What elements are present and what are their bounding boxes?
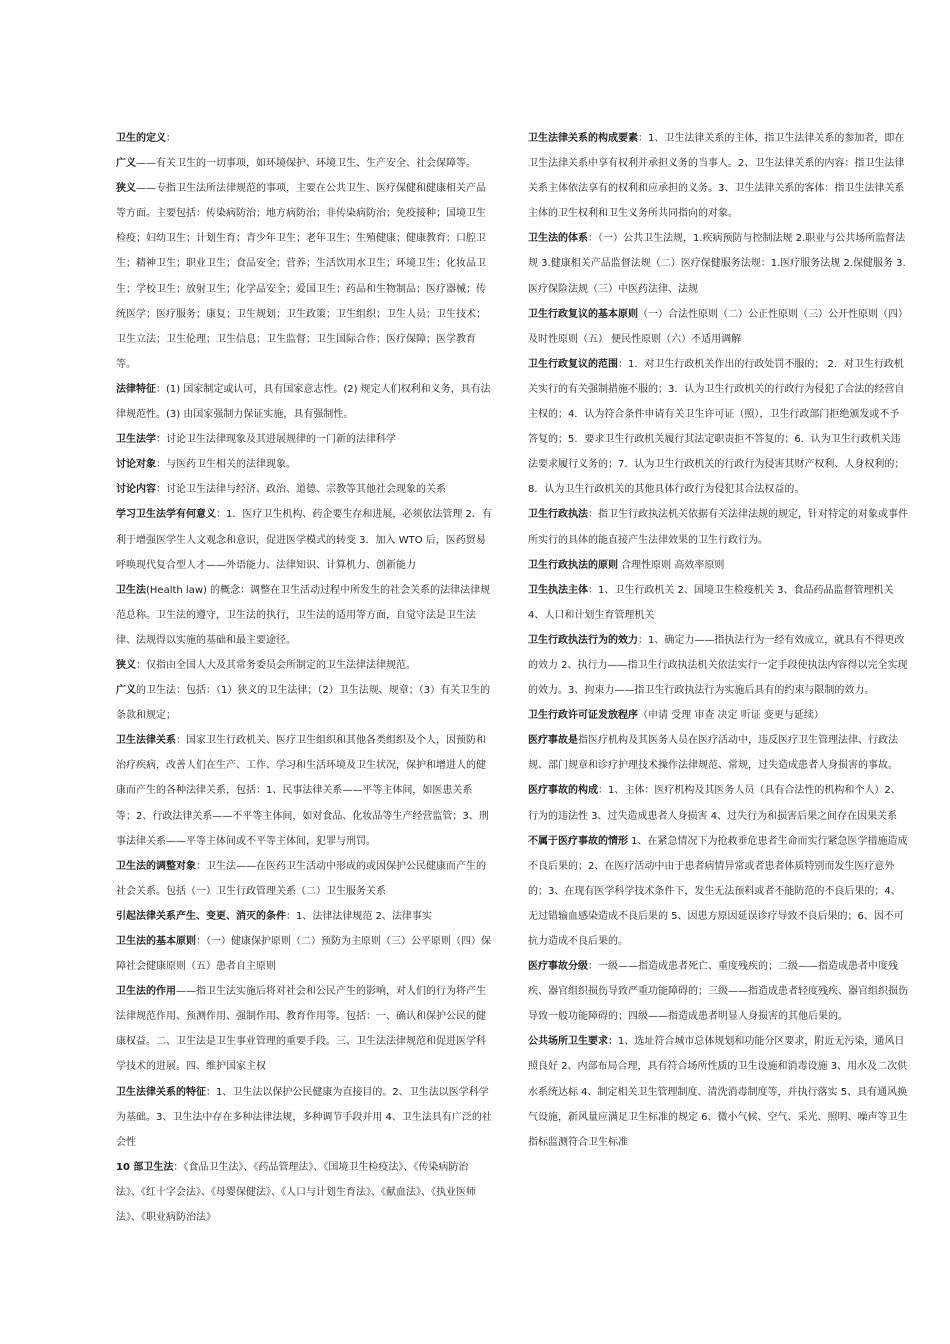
term-label: 不属于医疗事故的情形 [528, 835, 628, 847]
term-label: 医疗事故分级 [528, 961, 588, 973]
term-label: 卫生法律关系的构成要素 [528, 133, 638, 144]
paragraph-text: ：讨论卫生法律现象及其进展规律的一门新的法律科学 [156, 434, 396, 446]
paragraph-text: （申请 受理 审查 决定 听证 变更与延续） [638, 710, 824, 722]
paragraph-law-function [116, 979, 492, 1079]
term-label: 卫生行政复议的范围 [528, 358, 618, 370]
term-label: 卫生法的基本原则 [116, 936, 196, 947]
term-label: 卫生法学 [116, 434, 156, 446]
paragraph-text: ：1、法律法律规范 2、法律事实 [286, 910, 432, 922]
paragraph-text: ：(1) 国家制定或认可，具有国家意志性。(2) 规定人们权利和义务，具有法律规范性。(3) 由国家强制力保证实施，具有强制性。 [116, 383, 491, 421]
right-column [528, 126, 909, 1155]
paragraph-text: 的卫生法：包括：（1）狭义的卫生法律；（2）卫生法规、规章；（3）有关卫生的条款和规定； [116, 685, 491, 722]
paragraph-text: ：1．医疗卫生机构、药企要生存和进展，必须依法管理 2．有利于增强医学生人文观念和意识，促进医学模式的转变 3．加入 WTO 后，医药贸易呼唤现代复合型人才——外语能力、法律知识、计算机力、创新能力 [116, 509, 492, 571]
paragraph-not-accident [528, 829, 909, 954]
paragraph-text: ：1．对卫生行政机关作出的行政处罚不服的； 2．对卫生行政机关实行的有关强制措施不服的；3．认为卫生行政机关的行政行为侵犯了合法的经营自主权的；4．认为符合条件申请有关卫生许可证（照），卫生行政部门拒绝颁发或不予答复的；5．要求卫生行政机关履行其法定职责拒不答复的；6．认为卫生行政机关违法要求履行义务的；7．认为卫生行政机关的行政行为侵害其财产权利、人身权利的；8．认为卫生行政机关的其他具体行政行为侵犯其合法权益的。 [528, 358, 905, 496]
term-label: 卫生执法主体 [528, 584, 588, 596]
paragraph-adjustment-object [116, 854, 492, 904]
term-label: 引起法律关系产生、变更、消灭的条件 [116, 910, 286, 922]
paragraph-research-content [116, 477, 492, 502]
paragraph-text: ：1、确定力——指执法行为一经有效成立，就具有不得更改的效力 2、执行力——指卫生行政执法机关依法实行一定手段使执法内容得以完全实现的效力。3、拘束力——指卫生行政执法行为实施后具有的约束与限制的效力。 [528, 634, 908, 697]
paragraph-text: ：（一）公共卫生法规，1.疾病预防与控制法规 2.职业与公共场所监督法规 3.健康相关产品监督法规（二）医疗保健服务法规：1.医疗服务法规 2.保健服务 3.医疗保险法规（三）中医药法律、法规 [528, 233, 906, 295]
paragraph-definition [116, 126, 492, 151]
term-label: 讨论内容 [116, 484, 156, 496]
term-label: 学习卫生法学有何意义 [116, 509, 216, 521]
paragraph-review-scope [528, 352, 909, 503]
paragraph-law-system [528, 226, 909, 301]
paragraph-relation-features [116, 1080, 492, 1155]
term-label: 卫生行政复议的基本原则 [528, 308, 638, 320]
term-label: 讨论对象 [116, 459, 156, 471]
paragraph-broad-sense [116, 151, 492, 176]
paragraph-legal-relations [116, 728, 492, 853]
paragraph-text: ：1、主体：医疗机构及其医务人员（具有合法性的机构和个人）2、行为的违法性 3、过失造成患者人身损害 4、过失行为和损害后果之间存在因果关系 [528, 785, 901, 822]
paragraph-significance [116, 502, 492, 577]
paragraph-narrow-sense [116, 176, 492, 377]
term-label: 卫生行政执法行为的效力 [528, 634, 638, 646]
term-label: 卫生的定义 [116, 133, 166, 144]
term-label: 狭义 [116, 183, 136, 195]
paragraph-text: ：《食品卫生法》、《药品管理法》、《国境卫生检疫法》、《传染病防治法》、《红十字会法》、《母婴保健法》、《人口与计划生育法》、《献血法》、《执业医师法》、《职业病防治法》 [116, 1161, 476, 1224]
paragraph-text: 指医疗机构及其医务人员在医疗活动中，违反医疗卫生管理法律、行政法规、部门规章和诊疗护理技术操作法律规范、常规，过失造成患者人身损害的事故。 [528, 735, 898, 772]
term-label: 医疗事故的构成 [528, 785, 598, 797]
paragraph-license-procedure [528, 703, 909, 728]
paragraph-text: ：一级——指造成患者死亡、重度残疾的；二级——指造成患者中度残疾、器官组织损伤导致严重功能障碍的；三级——指造成患者轻度残疾、器官组织损伤导致一般功能障碍的；四级——指造成患者明显人身损害的其他后果的。 [528, 961, 908, 1023]
paragraph-enforcement [528, 502, 909, 552]
paragraph-basic-principles [116, 929, 492, 979]
paragraph-text: ：国家卫生行政机关、医疗卫生组织和其他各类组织及个人，因预防和治疗疾病，改善人们在生产、工作、学习和生活环境及卫生状况，保护和增进人的健康而产生的各种法律关系，包括：1、民事法律关系——平等主体间，如医患关系等；2、行政法律关系——不平等主体间，如对食品、化妆品等生产经营监管；3、刑事法律关系——平等主体间或不平等主体间，犯罪与刑罚。 [116, 735, 489, 847]
paragraph-accident-grades [528, 954, 909, 1029]
paragraph-text: 1、选址符合城市总体规划和功能分区要求，附近无污染，通风日照良好 2、内部布局合理，具有符合场所性质的卫生设施和消毒设施 3、用水及二次供水系统达标 4、制定相关卫生管理制度、清洗消毒制度等，并执行落实 5、具有通风换气设施，新风量应满足卫生标准的规定 6、微小气候、空气、采光、照明、噪声等卫生指标监测符合卫生标准 [528, 1036, 908, 1148]
paragraph-text: ：讨论卫生法律与经济、政治、道德、宗教等其他社会现象的关系 [156, 484, 446, 496]
paragraph-text: ： [166, 133, 176, 144]
paragraph-broad-law [116, 678, 492, 728]
paragraph-enforcement-effect [528, 628, 909, 703]
term-label: 10 部卫生法 [116, 1161, 174, 1173]
paragraph-text: ——专指卫生法所法律规范的事项，主要在公共卫生、医疗保健和健康相关产品等方面。主要包括：传染病防治；地方病防治；非传染病防治；免疫接种；国境卫生检疫；妇幼卫生；计划生育；青少年卫生；老年卫生；生殖健康；健康教育；口腔卫生；精神卫生；职业卫生；食品安全；营养；生活饮用水卫生；环境卫生；化妆品卫生；学校卫生；放射卫生；化学品安全；爱国卫生；药品和生物制品；医疗器械；传统医学；医疗服务；康复；卫生规划；卫生政策；卫生组织；卫生人员；卫生技术；卫生立法；卫生伦理；卫生信息；卫生监督；卫生国际合作；医疗保障；医学教育等。 [116, 183, 486, 370]
term-label: 卫生法的调整对象 [116, 860, 196, 872]
paragraph-text: 1、在紧急情况下为抢救垂危患者生命而实行紧急医学措施造成不良后果的；2、在医疗活动中由于患者病情异常或者患者体质特别而发生医疗意外的；3、在现有医学科学技术条件下，发生无法预料或者不能防范的不良后果的；4、无过错输血感染造成不良后果的 5、因患方原因延误诊疗导致不良后果的；6、因不可抗力造成不良后果的。 [528, 835, 908, 947]
paragraph-public-place [528, 1029, 909, 1154]
term-label: 医疗事故是 [528, 735, 578, 747]
term-label: 广义 [116, 685, 136, 697]
term-label: 广义 [116, 158, 136, 170]
paragraph-narrow-law [116, 653, 492, 678]
paragraph-text: ：（一）健康保护原则（二）预防为主原则（三）公平原则（四）保障社会健康原则（五）患者自主原则 [116, 936, 491, 973]
term-label: 公共场所卫生要求： [528, 1036, 618, 1048]
term-label: 卫生行政执法 [528, 509, 588, 521]
paragraph-text: 合理性原则 高效率原则 [618, 559, 725, 571]
paragraph-research-object [116, 452, 492, 477]
paragraph-health-law-studies [116, 427, 492, 452]
paragraph-text: ：1、卫生法律关系的主体，指卫生法律关系的参加者，即在卫生法律关系中享有权利并承担义务的当事人。2、卫生法律关系的内容：指卫生法律关系主体依法享有的权利和应承担的义务。3、卫生法律关系的客体：指卫生法律关系主体的卫生权利和卫生义务所共同指向的对象。 [528, 133, 905, 220]
paragraph-accident-composition [528, 778, 909, 828]
paragraph-medical-accident [528, 728, 909, 778]
term-label: 卫生法律关系 [116, 735, 176, 747]
term-label: 卫生行政执法的原则 [528, 559, 618, 571]
paragraph-text: ：与医药卫生相关的法律现象。 [156, 459, 296, 471]
paragraph-text: ：1、卫生法以保护公民健康为直接目的。2、卫生法以医学科学为基础。3、卫生法中存在多种法律法规，多种调节手段并用 4、卫生法具有广泛的社会性 [116, 1086, 492, 1148]
term-label: 卫生法的体系 [528, 233, 588, 245]
paragraph-legal-features [116, 377, 492, 427]
paragraph-ten-laws [116, 1155, 492, 1230]
paragraph-text: ：1、卫生行政机关 2、国境卫生检疫机关 3、食品药品监督管理机关 4、人口和计划生育管理机关 [528, 584, 894, 621]
paragraph-text: ：指卫生行政执法机关依据有关法律法规的规定，针对特定的对象或事件所实行的具体的能直接产生法律效果的卫生行政行为。 [528, 509, 908, 546]
paragraph-text: ——指卫生法实施后将对社会和公民产生的影响，对人们的行为将产生法律规范作用、预测作用、强制作用、教育作用等。包括：一、确认和保护公民的健康权益。二、卫生法是卫生事业管理的重要手段。三、卫生法法律规范和促进医学科学技术的进展。四、维护国家主权 [116, 986, 486, 1073]
paragraph-enforcement-principles [528, 553, 909, 578]
term-label: 卫生法的作用 [116, 986, 176, 998]
paragraph-review-principles [528, 302, 909, 352]
paragraph-relation-elements [528, 126, 909, 226]
paragraph-health-law-concept [116, 578, 492, 653]
term-label: 法律特征 [116, 383, 156, 395]
term-label: 卫生行政许可证发放程序 [528, 710, 638, 722]
paragraph-text: ——有关卫生的一切事项，如环境保护、环境卫生、生产安全、社会保障等。 [136, 158, 476, 170]
left-column [116, 126, 492, 1230]
paragraph-text: (Health law) 的概念：调整在卫生活动过程中所发生的社会关系的法律法律规范总称。卫生法的遵守，卫生法的执行，卫生法的适用等方面，自觉守法是卫生法律、法规得以实施的基础和最主要途径。 [116, 584, 491, 646]
paragraph-enforcement-subject [528, 578, 909, 628]
paragraph-conditions [116, 904, 492, 929]
paragraph-text: ：卫生法——在医药卫生活动中形成的或因保护公民健康而产生的社会关系。包括（一）卫生行政管理关系（二）卫生服务关系 [116, 860, 486, 897]
term-label: 卫生法律关系的特征 [116, 1086, 206, 1098]
paragraph-text: ：仅指由全国人大及其常务委员会所制定的卫生法律法律规范。 [136, 659, 416, 671]
term-label: 狭义 [116, 659, 136, 671]
paragraph-text: （一）合法性原则（二）公正性原则（三）公开性原则（四）及时性原则（五） 便民性原则（六）不适用调解 [528, 308, 908, 345]
term-label: 卫生法 [116, 584, 146, 596]
